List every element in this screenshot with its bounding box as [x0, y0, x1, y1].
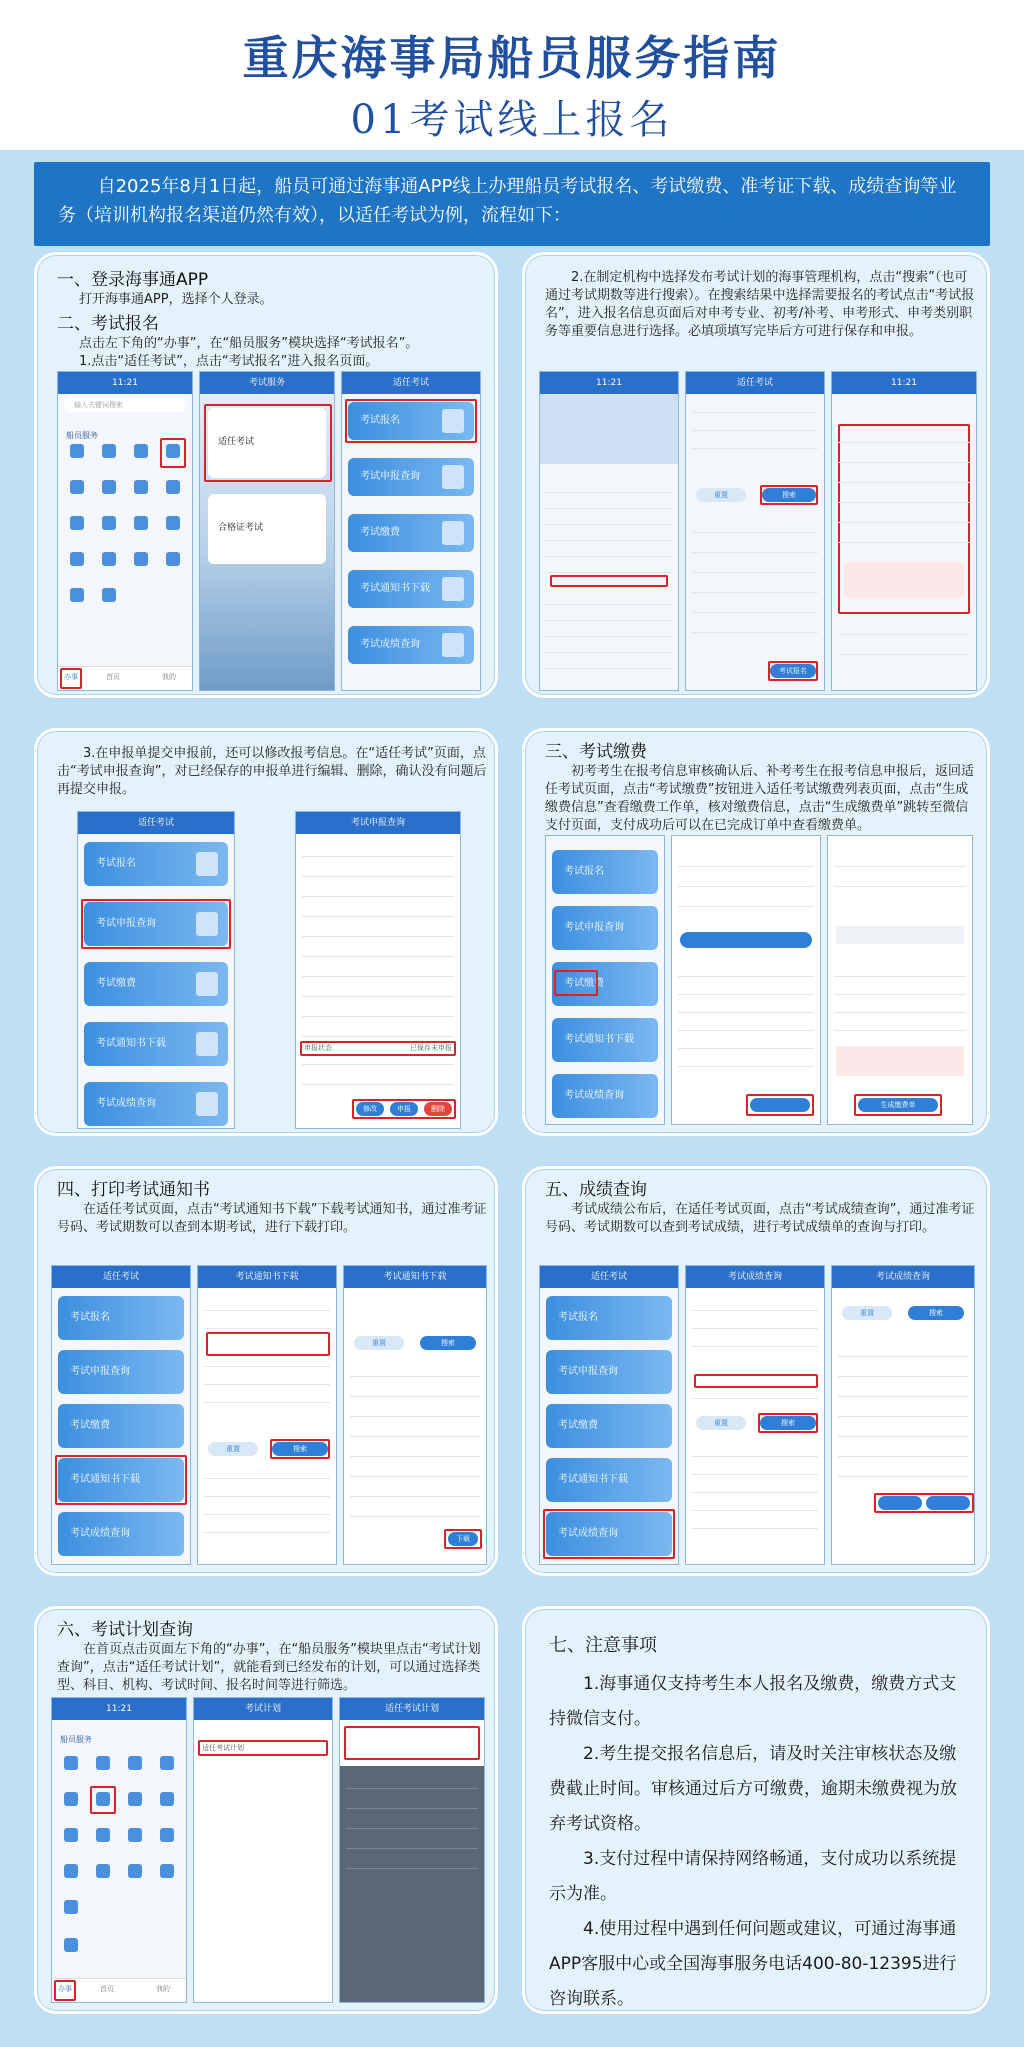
menu-score-query-label: 考试成绩查询: [70, 1528, 130, 1539]
section-text-print: 在适任考试页面，点击“考试通知书下载”下载考试通知书，通过准考证号码、考试期数可以查到本期考试，进行下载打印。: [57, 1202, 487, 1235]
highlight-box: [758, 1413, 818, 1433]
download-button[interactable]: 下载: [448, 1532, 478, 1546]
menu-score-query[interactable]: [58, 1512, 184, 1556]
phone-screen-competency-menu-5: [539, 1265, 679, 1565]
menu-exam-register[interactable]: [58, 1296, 184, 1340]
menu-apply-query-label: 考试申报查询: [360, 471, 420, 482]
search-button[interactable]: 搜索: [908, 1306, 964, 1320]
highlight-box: [444, 1529, 482, 1549]
tab-home[interactable]: 首页: [106, 673, 120, 681]
highlight-box: [206, 1332, 330, 1356]
phone-screen-org-select: [539, 371, 679, 691]
section-head-score: 五、成绩查询: [545, 1180, 647, 1200]
service-icon[interactable]: [102, 480, 116, 494]
search-button[interactable]: 搜索: [760, 1416, 816, 1430]
reset-button[interactable]: 重置: [354, 1336, 404, 1350]
search-button[interactable]: [680, 932, 812, 948]
menu-exam-register[interactable]: [552, 850, 658, 894]
menu-payment[interactable]: [348, 514, 474, 552]
service-icon[interactable]: [128, 1828, 142, 1842]
menu-payment[interactable]: [58, 1404, 184, 1448]
service-icon[interactable]: [70, 516, 84, 530]
notice-download-title: 考试通知书下载: [344, 1266, 486, 1288]
menu-exam-register[interactable]: [84, 842, 228, 886]
section-text-register: 点击左下角的“办事”，在“船员服务”模块选择“考试报名”。: [79, 336, 419, 351]
menu-apply-query-label: 考试申报查询: [96, 918, 156, 929]
menu-score-query[interactable]: [348, 626, 474, 664]
service-icon[interactable]: [166, 552, 180, 566]
intro-banner: [34, 162, 990, 246]
page-title: 重庆海事局船员服务指南: [242, 31, 782, 85]
phone-screen-home-2: [51, 1697, 187, 2003]
panel-apply-query: [34, 728, 498, 1136]
service-icon[interactable]: [166, 516, 180, 530]
panel-payment: [522, 728, 990, 1136]
edit-button[interactable]: 修改: [356, 1102, 384, 1116]
menu-exam-register-label: 考试报名: [70, 1312, 110, 1323]
highlight-box: [55, 1455, 187, 1505]
highlight-box: [300, 1041, 456, 1056]
service-icon[interactable]: [134, 552, 148, 566]
highlight-box: [198, 1740, 328, 1756]
menu-notice-download[interactable]: [546, 1458, 672, 1502]
apply-status-label: 申报状态: [304, 1044, 332, 1052]
menu-notice-download-label: 考试通知书下载: [564, 1034, 634, 1045]
menu-payment-label: 考试缴费: [360, 527, 400, 538]
menu-payment-label: 考试缴费: [96, 978, 136, 989]
menu-payment-label: 考试缴费: [70, 1420, 110, 1431]
competency-title: 适任考试: [686, 372, 824, 394]
page-subtitle: 01考试线上报名: [350, 97, 674, 143]
reset-button[interactable]: 重置: [696, 1416, 746, 1430]
form-icon: [196, 852, 218, 876]
highlight-box: [854, 1094, 942, 1116]
service-icon[interactable]: [96, 1756, 110, 1770]
panel-register-form: [522, 252, 990, 698]
section-head-login: 一、登录海事通APP: [57, 270, 209, 290]
exam-plan-title: 适任考试计划: [340, 1698, 484, 1720]
service-icon[interactable]: [134, 480, 148, 494]
service-icon[interactable]: [70, 480, 84, 494]
certificate-exam-card[interactable]: 合格证考试: [208, 494, 326, 564]
menu-apply-query-label: 考试申报查询: [564, 922, 624, 933]
crew-services-label: 船员服务: [60, 1735, 92, 1744]
menu-exam-register-label: 考试报名: [96, 858, 136, 869]
note-item: 3.支付过程中请保持网络畅通，支付成功以系统提示为准。: [549, 1849, 957, 1904]
phone-screen-apply-detail: [295, 811, 461, 1129]
menu-score-query-label: 考试成绩查询: [558, 1528, 618, 1539]
notice-download-title: 考试通知书下载: [198, 1266, 336, 1288]
menu-apply-query[interactable]: [552, 906, 658, 950]
chart-icon: [196, 1092, 218, 1116]
phone-screen-competency-menu: [341, 371, 481, 691]
phone-screen-competency-menu-3: [545, 835, 665, 1125]
phone-screen-notice-search: [197, 1265, 337, 1565]
service-icon[interactable]: [102, 552, 116, 566]
highlight-box: [874, 1493, 974, 1513]
phone-screen-exam-service: [199, 371, 335, 691]
reset-button[interactable]: 重置: [208, 1442, 258, 1456]
phone-screen-home: [57, 371, 193, 691]
delete-button[interactable]: 删除: [424, 1102, 452, 1116]
service-icon[interactable]: [134, 516, 148, 530]
service-icon[interactable]: [160, 1792, 174, 1806]
service-icon[interactable]: [128, 1864, 142, 1878]
note-item: 2.考生提交报名信息后，请及时关注审核状态及缴费截止时间。审核通过后方可缴费，逾期未缴费视为放弃考试资格。: [549, 1744, 957, 1834]
highlight-box: [746, 1094, 814, 1116]
menu-exam-register-label: 考试报名: [558, 1312, 598, 1323]
section-head-plan: 六、考试计划查询: [57, 1620, 193, 1640]
service-icon[interactable]: [64, 1938, 78, 1952]
score-query-title: 考试成绩查询: [686, 1266, 824, 1288]
panel-print-notice: [34, 1166, 498, 1576]
chart-icon: [442, 633, 464, 657]
phone-screen-search-results: [685, 371, 825, 691]
intro-text: 自2025年8月1日起，船员可通过海事通APP线上办理船员考试报名、考试缴费、准考证下载、成绩查询等业务（培训机构报名渠道仍然有效），以适任考试为例，流程如下：: [58, 176, 957, 226]
status-bar: 11:21: [58, 372, 192, 394]
menu-score-query[interactable]: [84, 1082, 228, 1126]
tab-home[interactable]: 首页: [100, 1985, 114, 1993]
service-icon[interactable]: [64, 1864, 78, 1878]
highlight-box: [352, 1099, 456, 1119]
section-text-score: 考试成绩公布后，在适任考试页面，点击“考试成绩查询”，通过准考证号码、考试期数可以查到考试成绩，进行考试成绩单的查询与打印。: [545, 1202, 975, 1235]
menu-apply-query[interactable]: [348, 458, 474, 496]
section-text-login: 打开海事通APP，选择个人登录。: [79, 292, 273, 307]
service-icon[interactable]: [70, 588, 84, 602]
tab-me[interactable]: 我的: [156, 1985, 170, 1993]
highlight-box: [81, 899, 231, 949]
highlight-box: [60, 668, 82, 689]
highlight-box: [554, 970, 598, 996]
section-text-apply-query: 3.在申报单提交申报前，还可以修改报考信息。在“适任考试”页面，点击“考试申报查询”，对已经保存的申报单进行编辑、删除，确认没有问题后再提交申报。: [57, 746, 487, 797]
payment-icon: [442, 521, 464, 545]
crew-services-label: 船员服务: [66, 431, 98, 440]
menu-payment[interactable]: [84, 962, 228, 1006]
section-head-payment: 三、考试缴费: [545, 742, 647, 762]
panel-exam-plan: [34, 1606, 498, 2014]
phone-screen-competency-menu-2: [77, 811, 235, 1129]
tab-work[interactable]: 办事: [64, 673, 78, 681]
highlight-box: [270, 1439, 330, 1459]
status-bar: 11:21: [832, 372, 976, 394]
competency-title: 适任考试: [78, 812, 234, 834]
exam-plan-title: 考试计划: [194, 1698, 332, 1720]
highlight-box: [54, 1980, 76, 2001]
status-bar: 11:21: [540, 372, 678, 394]
highlight-box: [550, 575, 668, 587]
highlight-box: [543, 1509, 675, 1559]
phone-screen-competency-menu-4: [51, 1265, 191, 1565]
service-icon[interactable]: [70, 552, 84, 566]
menu-notice-download[interactable]: [348, 570, 474, 608]
service-icon[interactable]: [64, 1792, 78, 1806]
reset-button[interactable]: 重置: [842, 1306, 892, 1320]
menu-notice-download-label: 考试通知书下载: [558, 1474, 628, 1485]
phone-screen-notice-results: [343, 1265, 487, 1565]
phone-screen-plan-list: [339, 1697, 485, 2003]
highlight-box: [694, 1374, 818, 1388]
phone-screen-payment-list: [671, 835, 821, 1125]
service-icon[interactable]: [64, 1828, 78, 1842]
service-icon[interactable]: [96, 1828, 110, 1842]
printer-icon: [442, 577, 464, 601]
competency-title: 适任考试: [52, 1266, 190, 1288]
highlight-box: [90, 1786, 116, 1814]
highlight-box: [345, 399, 477, 443]
section-text-register-step1: 1.点击“适任考试”，点击“考试报名”进入报名页面。: [79, 354, 379, 369]
apply-status-value: 已保存未申报: [410, 1044, 452, 1052]
menu-notice-download[interactable]: [552, 1018, 658, 1062]
menu-notice-download-label: 考试通知书下载: [96, 1038, 166, 1049]
competency-title: 适任考试: [540, 1266, 678, 1288]
menu-apply-query[interactable]: [546, 1350, 672, 1394]
highlight-box: [760, 485, 818, 505]
menu-notice-download[interactable]: [84, 1022, 228, 1066]
reset-button[interactable]: 重置: [696, 488, 746, 502]
highlight-box: [768, 661, 818, 681]
menu-exam-register-label: 考试报名: [360, 415, 400, 426]
payment-icon: [196, 972, 218, 996]
section-text-payment: 初考考生在报考信息审核确认后、补考考生在报考信息申报后，返回适任考试页面，点击“考试缴费”按钮进入适任考试缴费列表页面，点击“生成缴费信息”查看缴费工作单，核对缴费信息，点击“生成缴费单”跳转至微信支付页面，支付成功后可以在已完成订单中查看缴费单。: [545, 764, 975, 833]
service-icon[interactable]: [160, 1864, 174, 1878]
service-icon[interactable]: [102, 444, 116, 458]
competency-exam-card[interactable]: 适任考试: [208, 408, 326, 478]
phone-screen-score-search: [685, 1265, 825, 1565]
service-icon[interactable]: [96, 1864, 110, 1878]
menu-exam-register-label: 考试报名: [564, 866, 604, 877]
menu-exam-register[interactable]: [546, 1296, 672, 1340]
service-icon[interactable]: [134, 444, 148, 458]
tab-me[interactable]: 我的: [162, 673, 176, 681]
search-button[interactable]: 搜索: [762, 488, 816, 502]
service-icon[interactable]: [64, 1756, 78, 1770]
phone-screen-score-results: [831, 1265, 975, 1565]
menu-apply-query[interactable]: [58, 1350, 184, 1394]
printer-icon: [196, 1032, 218, 1056]
tab-work[interactable]: 办事: [58, 1985, 72, 1993]
section-head-register: 二、考试报名: [57, 314, 159, 334]
service-icon[interactable]: [128, 1792, 142, 1806]
phone-screen-payment-sheet: [827, 835, 973, 1125]
search-doc-icon: [442, 465, 464, 489]
panel-notes: [522, 1606, 990, 2014]
service-icon[interactable]: [166, 480, 180, 494]
phone-screen-apply-form: [831, 371, 977, 691]
menu-payment[interactable]: [546, 1404, 672, 1448]
exam-service-title: 考试服务: [200, 372, 334, 394]
phone-screen-plan-types: [193, 1697, 333, 2003]
service-icon[interactable]: [160, 1828, 174, 1842]
exam-plan-item[interactable]: 适任考试计划: [202, 1744, 244, 1752]
menu-score-query-label: 考试成绩查询: [564, 1090, 624, 1101]
menu-score-query-label: 考试成绩查询: [96, 1098, 156, 1109]
menu-notice-download-label: 考试通知书下载: [360, 583, 430, 594]
service-icon[interactable]: [160, 1756, 174, 1770]
score-query-title: 考试成绩查询: [832, 1266, 974, 1288]
service-icon[interactable]: [64, 1900, 78, 1914]
competency-title: 适任考试: [342, 372, 480, 394]
menu-payment-label: 考试缴费: [564, 978, 604, 989]
submit-button[interactable]: 申报: [390, 1102, 418, 1116]
note-item: 4.使用过程中遇到任何问题或建议，可通过海事通APP客服中心或全国海事服务电话400-80-12395进行咨询联系。: [549, 1919, 957, 2009]
highlight-box: [344, 1726, 480, 1760]
service-icon[interactable]: [102, 516, 116, 530]
status-bar: 11:21: [52, 1698, 186, 1720]
generate-payment-button[interactable]: 生成缴费单: [858, 1098, 938, 1112]
search-input[interactable]: 输入关键词搜索: [64, 398, 186, 412]
menu-score-query[interactable]: [552, 1074, 658, 1118]
service-icon[interactable]: [70, 444, 84, 458]
highlight-box: [160, 438, 186, 468]
panel-login-register: [34, 252, 498, 698]
menu-notice-download-label: 考试通知书下载: [70, 1474, 140, 1485]
menu-payment-label: 考试缴费: [558, 1420, 598, 1431]
panel-score-query: [522, 1166, 990, 1576]
search-button[interactable]: 搜索: [272, 1442, 328, 1456]
exam-register-button[interactable]: 考试报名: [770, 664, 816, 678]
apply-query-title: 考试申报查询: [296, 812, 460, 834]
section-text-plan: 在首页点击页面左下角的“办事”，在“船员服务”模块里点击“考试计划查询”，点击“适任考试计划”，就能看到已经发布的计划，可以通过选择类型、科目、机构、考试时间、报名时间等进行筛选。: [57, 1642, 481, 1693]
section-text-register-step2: 2.在制定机构中选择发布考试计划的海事管理机构，点击“搜索”（也可通过考试期数等进行搜索）。在搜索结果中选择需要报名的考试点击“考试报名”，进入报名信息页面后对申考专业、初考/补考、申考形式、申考类别职务等重要信息进行选择。必填项填写完毕后方可进行保存和申报。: [545, 270, 975, 339]
menu-apply-query-label: 考试申报查询: [70, 1366, 130, 1377]
section-head-print: 四、打印考试通知书: [57, 1180, 210, 1200]
menu-score-query-label: 考试成绩查询: [360, 639, 420, 650]
search-button[interactable]: 搜索: [420, 1336, 476, 1350]
section-head-notes: 七、注意事项: [549, 1635, 657, 1656]
service-icon[interactable]: [128, 1756, 142, 1770]
service-icon[interactable]: [102, 588, 116, 602]
highlight-box: [204, 404, 332, 482]
menu-apply-query-label: 考试申报查询: [558, 1366, 618, 1377]
note-item: 1.海事通仅支持考生本人报名及缴费，缴费方式支持微信支付。: [549, 1674, 957, 1729]
